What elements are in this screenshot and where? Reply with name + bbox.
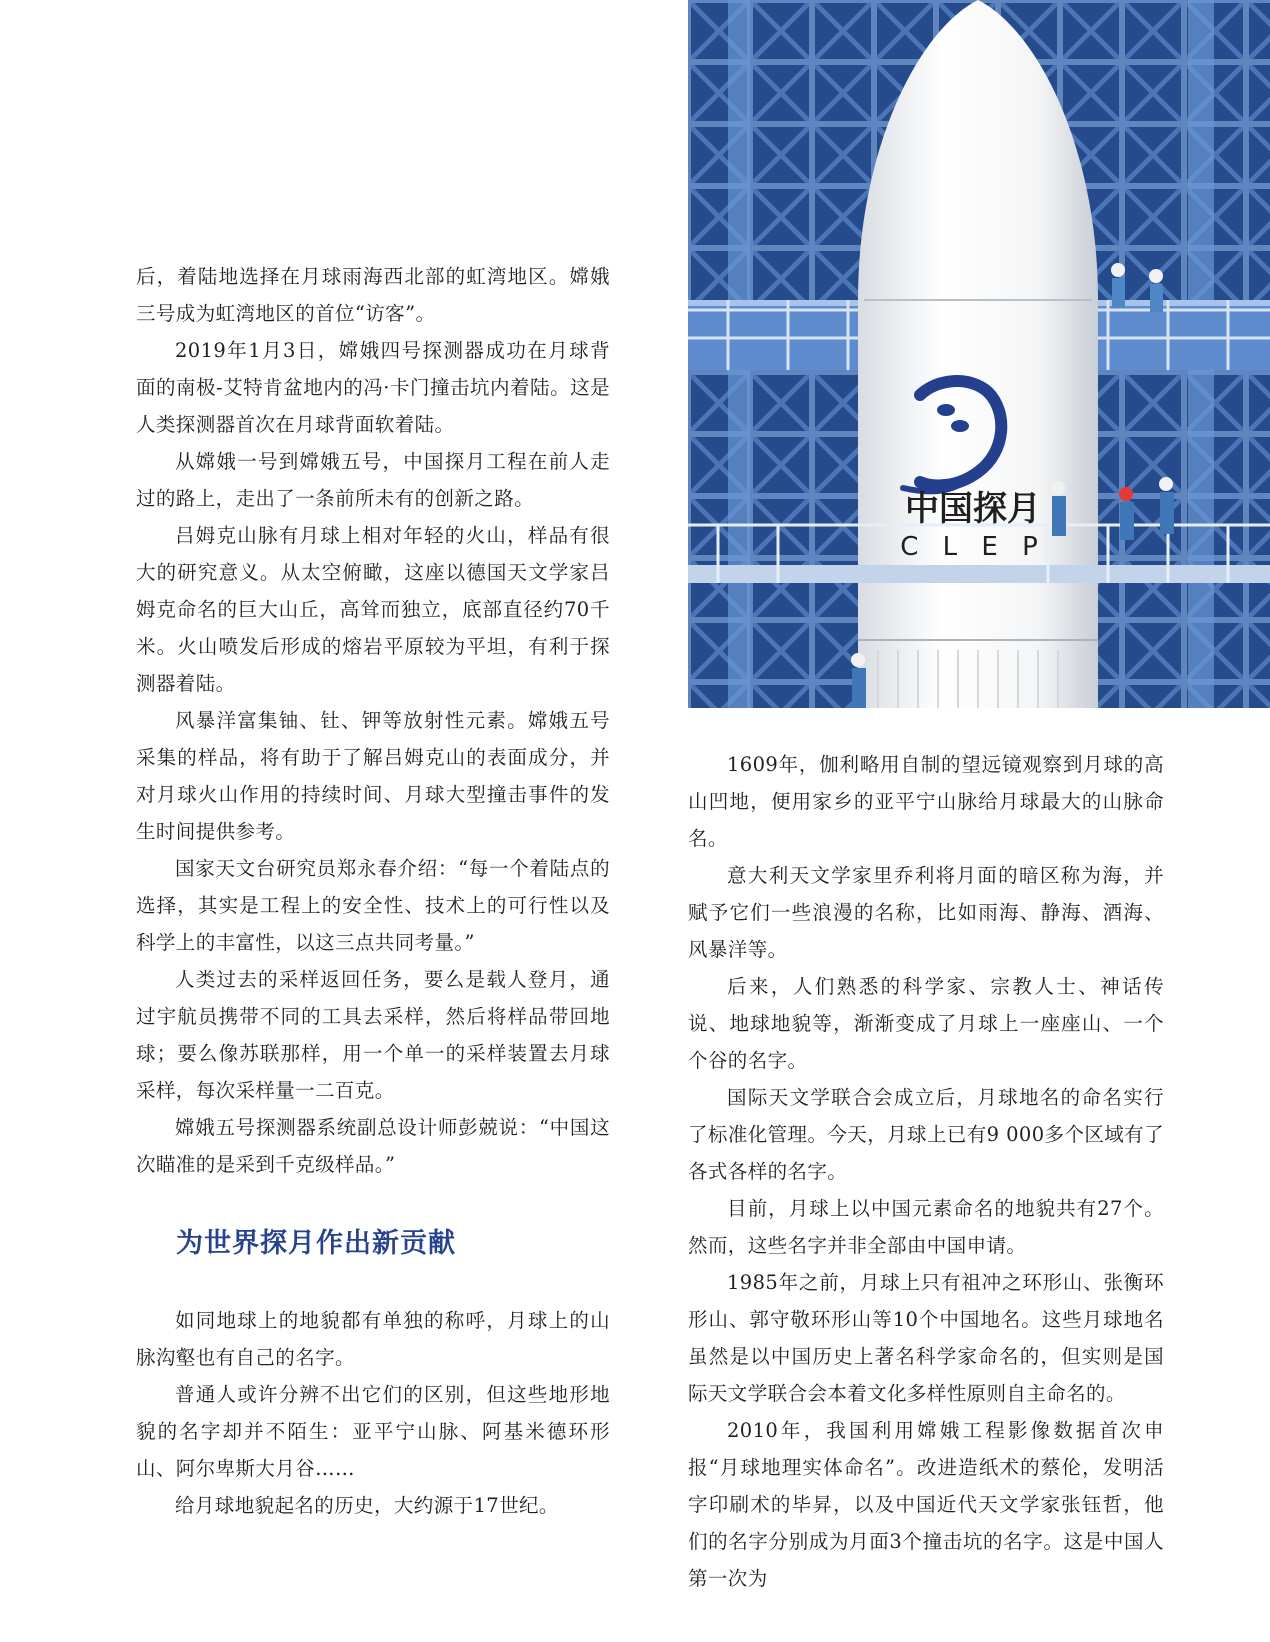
paragraph: 1609年，伽利略用自制的望远镜观察到月球的高山凹地，便用家乡的亚平宁山脉给月球最大的山脉命名。	[688, 753, 1164, 850]
paragraph: 从嫦娥一号到嫦娥五号，中国探月工程在前人走过的路上，走出了一条前所未有的创新之路。	[136, 450, 610, 510]
section-heading: 为世界探月作出新贡献	[176, 1228, 456, 1259]
paragraph: 吕姆克山脉有月球上相对年轻的火山，样品有很大的研究意义。从太空俯瞰，这座以德国天文学家吕姆克命名的巨大山丘，高耸而独立，底部直径约70千米。火山喷发后形成的熔岩平原较为平坦，有利于探测器着陆。	[136, 524, 610, 695]
paragraph: 国家天文台研究员郑永春介绍：“每一个着陆点的选择，其实是工程上的安全性、技术上的可行性以及科学上的丰富性，以这三点共同考量。”	[136, 857, 610, 954]
logo-text-cn: 中国探月	[905, 489, 1041, 529]
paragraph: 嫦娥五号探测器系统副总设计师彭兢说：“中国这次瞄准的是采到千克级样品。”	[136, 1116, 610, 1176]
lower-platform	[688, 565, 1270, 583]
paragraph: 1985年之前，月球上只有祖冲之环形山、张衡环形山、郭守敬环形山等10个中国地名。这些月球地名虽然是以中国历史上著名科学家命名的，但实则是国际天文学联合会本着文化多样性原则自主命名的。	[688, 1271, 1164, 1405]
paragraph: 目前，月球上以中国元素命名的地貌共有27个。然而，这些名字并非全部由中国申请。	[688, 1197, 1164, 1257]
logo-text-en: C L E P	[900, 532, 1046, 562]
rocket-fairing-photo	[688, 0, 1270, 708]
paragraph: 2019年1月3日，嫦娥四号探测器成功在月球背面的南极-艾特肯盆地内的冯·卡门撞击坑内着陆。这是人类探测器首次在月球背面软着陆。	[136, 339, 610, 436]
paragraph: 后，着陆地选择在月球雨海西北部的虹湾地区。嫦娥三号成为虹湾地区的首位“访客”。	[136, 265, 610, 325]
paragraph: 普通人或许分辨不出它们的区别，但这些地形地貌的名字却并不陌生：亚平宁山脉、阿基米德环形山、阿尔卑斯大月谷……	[136, 1383, 610, 1480]
paragraph: 如同地球上的地貌都有单独的称呼，月球上的山脉沟壑也有自己的名字。	[136, 1309, 610, 1369]
paragraph: 2010年，我国利用嫦娥工程影像数据首次申报“月球地理实体命名”。改进造纸术的蔡伦，发明活字印刷术的毕昇，以及中国近代天文学家张钰哲，他们的名字分别成为月面3个撞击坑的名字。这是中国人第一次为	[688, 1419, 1164, 1590]
paragraph: 风暴洋富集铀、钍、钾等放射性元素。嫦娥五号采集的样品，将有助于了解吕姆克山的表面成分，并对月球火山作用的持续时间、月球大型撞击事件的发生时间提供参考。	[136, 709, 610, 843]
paragraph: 给月球地貌起名的历史，大约源于17世纪。	[175, 1494, 559, 1517]
paragraph: 人类过去的采样返回任务，要么是载人登月，通过宇航员携带不同的工具去采样，然后将样品带回地球；要么像苏联那样，用一个单一的采样装置去月球采样，每次采样量一二百克。	[136, 968, 610, 1102]
left-text-column	[136, 258, 610, 1524]
paragraph: 国际天文学联合会成立后，月球地名的命名实行了标准化管理。今天，月球上已有9 000多个区域有了各式各样的名字。	[688, 1086, 1164, 1183]
paragraph: 意大利天文学家里乔利将月面的暗区称为海，并赋予它们一些浪漫的名称，比如雨海、静海、酒海、风暴洋等。	[688, 864, 1164, 961]
right-text-column	[688, 746, 1164, 1597]
paragraph: 后来，人们熟悉的科学家、宗教人士、神话传说、地球地貌等，渐渐变成了月球上一座座山、一个个谷的名字。	[688, 975, 1164, 1072]
